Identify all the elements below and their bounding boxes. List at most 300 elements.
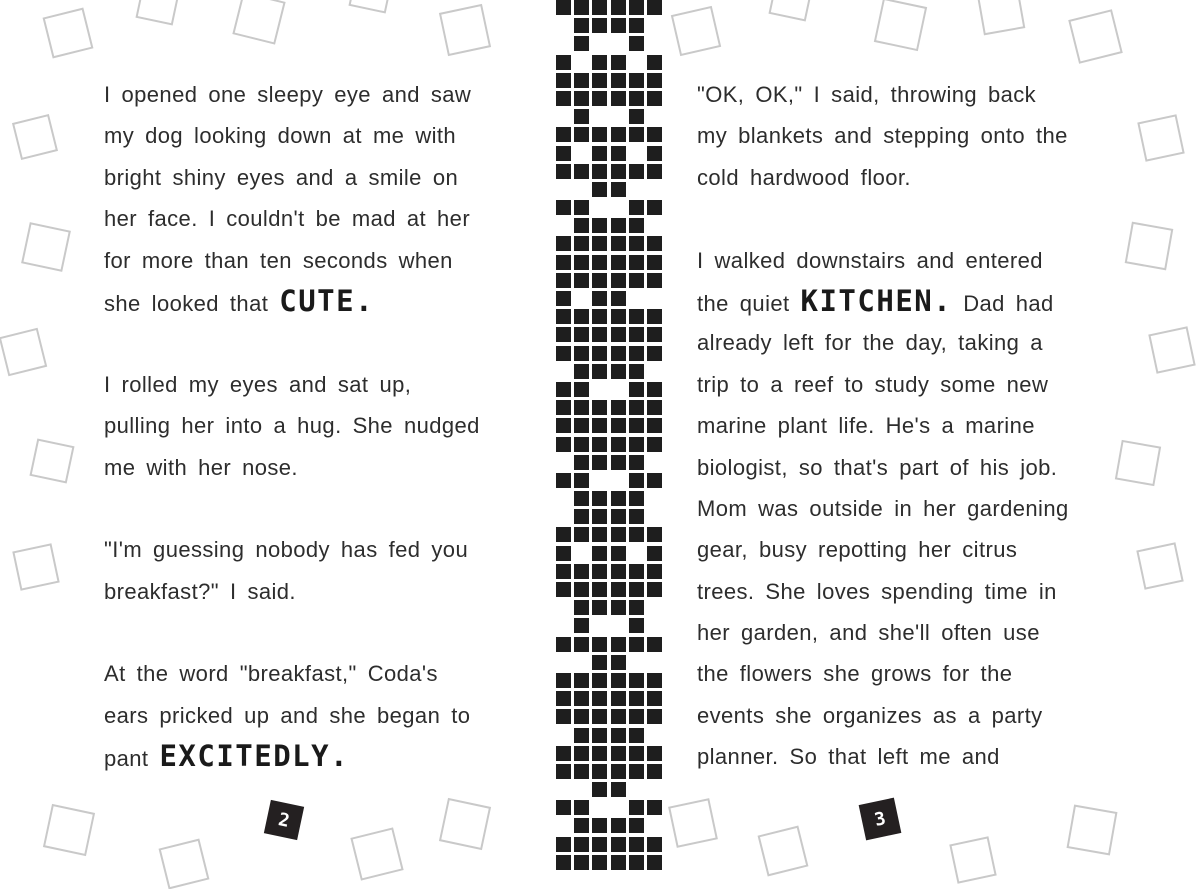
text-segment: me with her nose. [104,454,298,480]
decorative-square [977,0,1026,35]
pixel-block [574,691,589,706]
pixel-block [647,546,662,561]
pixel-block [592,364,607,379]
pixel-block [592,218,607,233]
strip-row [556,182,666,197]
pixel-block [556,255,571,270]
strip-row [556,491,666,506]
strip-row [556,0,666,15]
pixel-block [629,691,644,706]
pixel-block [629,73,644,88]
text-line [697,736,1127,777]
pixel-gap [556,509,571,524]
pixel-block [556,273,571,288]
pixel-block [592,437,607,452]
pixel-block [556,309,571,324]
text-segment: planner. So that left me and [697,744,1000,770]
pixel-gap [647,818,662,833]
pixel-block [647,55,662,70]
pixel-gap [556,655,571,670]
pixel-block [611,218,626,233]
pixel-gap [611,200,626,215]
pixel-block [629,109,644,124]
strip-row [556,255,666,270]
paragraph [104,74,524,322]
strip-row [556,673,666,688]
text-segment: Dad had [952,290,1054,316]
pixel-block [629,364,644,379]
pixel-gap [647,655,662,670]
pixel-block [647,127,662,142]
pixel-gap [611,800,626,815]
pixel-block [629,0,644,15]
text-line [104,736,524,777]
pixel-block [556,418,571,433]
pixel-block [629,800,644,815]
pixel-gap [556,782,571,797]
pixel-gap [592,36,607,51]
pixel-block [592,127,607,142]
text-line [104,74,524,115]
pixel-gap [556,36,571,51]
pixel-block [574,455,589,470]
pixel-block [556,236,571,251]
pixel-block [647,418,662,433]
pixel-block [592,782,607,797]
text-line [697,488,1127,529]
pixel-block [592,400,607,415]
pixel-block [629,582,644,597]
pixel-gap [556,364,571,379]
pixel-block [556,746,571,761]
pixel-block [556,546,571,561]
pixel-block [592,55,607,70]
pixel-block [629,255,644,270]
strip-row [556,346,666,361]
pixel-gap [592,200,607,215]
pixel-block [647,673,662,688]
pixel-gap [574,655,589,670]
pixel-block [574,400,589,415]
pixel-block [574,0,589,15]
strip-row [556,73,666,88]
pixel-block [629,473,644,488]
pixel-block [611,55,626,70]
text-line [697,695,1127,736]
strip-row [556,455,666,470]
text-segment: "I'm guessing nobody has fed you [104,537,469,563]
pixel-block [592,691,607,706]
pixel-block [592,0,607,15]
text-line [697,364,1127,405]
pixel-block [611,546,626,561]
pixel-word: KITCHEN. [800,283,953,318]
pixel-block [629,309,644,324]
pixel-block [556,0,571,15]
strip-row [556,364,666,379]
pixel-gap [574,146,589,161]
pixel-block [574,236,589,251]
pixel-block [629,837,644,852]
pixel-gap [556,491,571,506]
pixel-block [629,400,644,415]
text-line [104,653,524,694]
pixel-gap [611,618,626,633]
text-line [104,281,524,322]
text-line [697,322,1127,363]
text-line [104,695,524,736]
text-segment: her garden, and she'll often use [697,620,1040,646]
pixel-block [647,691,662,706]
text-segment: for more than ten seconds when [104,247,453,273]
text-segment: bright shiny eyes and a smile on [104,164,459,190]
pixel-block [574,764,589,779]
strip-row [556,91,666,106]
text-line [697,157,1127,198]
pixel-block [574,637,589,652]
pixel-block [574,73,589,88]
pixel-block [592,291,607,306]
pixel-block [556,127,571,142]
pixel-block [647,164,662,179]
pixel-block [629,637,644,652]
pixel-block [592,855,607,870]
paragraph [104,364,524,488]
pixel-gap [556,818,571,833]
pixel-block [629,164,644,179]
pixel-block [592,455,607,470]
decorative-square [43,804,95,856]
text-segment: biologist, so that's part of his job. [697,454,1058,480]
pixel-gap [556,182,571,197]
pixel-block [574,491,589,506]
pixel-block [611,91,626,106]
strip-row [556,437,666,452]
pixel-gap [592,109,607,124]
pixel-gap [611,36,626,51]
pixel-block [574,800,589,815]
pixel-block [629,218,644,233]
strip-row [556,164,666,179]
decorative-square [1136,542,1183,589]
pixel-gap [647,782,662,797]
pixel-block [574,509,589,524]
pixel-block [556,327,571,342]
pixel-gap [647,728,662,743]
text-segment: I opened one sleepy eye and saw [104,82,472,107]
pixel-block [574,527,589,542]
pixel-gap [629,55,644,70]
pixel-block [647,91,662,106]
text-segment: I rolled my eyes and sat up, [104,371,412,397]
decorative-square [159,839,210,889]
pixel-block [556,73,571,88]
pixel-gap [592,618,607,633]
pixel-block [629,418,644,433]
pixel-gap [629,182,644,197]
pixel-gap [556,600,571,615]
pixel-block [629,673,644,688]
pixel-block [592,273,607,288]
pixel-block [556,837,571,852]
decorative-square [0,328,47,376]
text-segment: marine plant life. He's a marine [697,413,1035,439]
pixel-block [629,764,644,779]
right-page [697,74,1127,778]
strip-row [556,691,666,706]
pixel-block [629,527,644,542]
pixel-block [574,437,589,452]
text-segment: my dog looking down at me with [104,123,457,149]
pixel-block [592,582,607,597]
pixel-block [647,346,662,361]
pixel-gap [629,655,644,670]
pixel-block [647,800,662,815]
pixel-block [592,327,607,342]
pixel-block [611,437,626,452]
text-segment: cold hardwood floor. [697,164,911,190]
pixel-block [556,637,571,652]
text-segment: pulling her into a hug. She nudged [104,413,480,439]
pixel-block [629,746,644,761]
pixel-block [611,182,626,197]
pixel-block [611,400,626,415]
decorative-square [1148,326,1195,373]
pixel-block [556,527,571,542]
pixel-block [611,127,626,142]
strip-row [556,400,666,415]
pixel-block [629,91,644,106]
pixel-block [629,600,644,615]
text-line [697,281,1127,322]
pixel-gap [647,218,662,233]
pixel-block [611,236,626,251]
text-line [104,571,524,612]
text-line [697,405,1127,446]
pixel-block [592,818,607,833]
pixel-block [556,291,571,306]
pixel-block [647,0,662,15]
text-line [697,612,1127,653]
strip-row [556,709,666,724]
decorative-square [1137,114,1184,161]
pixel-block [629,200,644,215]
pixel-block [611,509,626,524]
text-line [104,240,524,281]
strip-row [556,818,666,833]
pixel-block [574,164,589,179]
pixel-block [647,236,662,251]
pixel-gap [629,291,644,306]
strip-row [556,655,666,670]
pixel-block [611,255,626,270]
pixel-block [574,309,589,324]
pixel-block [574,273,589,288]
strip-row [556,527,666,542]
pixel-block [574,709,589,724]
pixel-block [611,273,626,288]
decorative-square [768,0,813,22]
pixel-gap [592,473,607,488]
pixel-block [574,564,589,579]
pixel-block [556,55,571,70]
pixel-block [647,382,662,397]
pixel-gap [647,491,662,506]
pixel-block [556,91,571,106]
pixel-gap [574,546,589,561]
strip-row [556,127,666,142]
pixel-gap [556,109,571,124]
text-line [697,115,1127,156]
pixel-block [647,582,662,597]
text-line [697,240,1127,281]
pixel-block [629,818,644,833]
pixel-block [592,564,607,579]
pixel-block [592,764,607,779]
pixel-block [611,764,626,779]
pixel-block [556,855,571,870]
text-line [104,364,524,405]
text-line [697,653,1127,694]
pixel-block [611,455,626,470]
strip-row [556,109,666,124]
pixel-block [574,473,589,488]
pixel-block [647,437,662,452]
pixel-gap [574,782,589,797]
pixel-gap [592,800,607,815]
pixel-block [611,746,626,761]
pixel-gap [647,182,662,197]
strip-row [556,764,666,779]
strip-row [556,418,666,433]
pixel-block [592,746,607,761]
decorative-square [12,114,58,160]
pixel-block [574,346,589,361]
text-segment: breakfast?" I said. [104,578,296,604]
pixel-block [611,346,626,361]
text-segment: Mom was outside in her gardening [697,495,1069,521]
pixel-block [592,73,607,88]
strip-row [556,273,666,288]
pixel-block [611,637,626,652]
strip-row [556,55,666,70]
pixel-divider-strip [556,0,666,872]
pixel-gap [574,55,589,70]
strip-row [556,800,666,815]
pixel-gap [574,291,589,306]
pixel-block [629,382,644,397]
pixel-gap [611,382,626,397]
pixel-block [611,491,626,506]
pixel-block [629,855,644,870]
decorative-square [29,438,74,483]
pixel-block [611,418,626,433]
text-line [697,529,1127,570]
pixel-block [647,473,662,488]
pixel-block [556,691,571,706]
pixel-block [592,18,607,33]
strip-row [556,236,666,251]
pixel-block [574,382,589,397]
strip-row [556,837,666,852]
page-number-badge-right [859,798,902,841]
strip-row [556,546,666,561]
pixel-block [592,527,607,542]
pixel-block [647,73,662,88]
pixel-block [611,309,626,324]
paragraph [697,240,1127,778]
pixel-block [629,346,644,361]
pixel-block [574,109,589,124]
pixel-block [592,600,607,615]
pixel-gap [556,728,571,743]
pixel-block [647,273,662,288]
pixel-gap [647,600,662,615]
strip-row [556,473,666,488]
pixel-block [647,837,662,852]
decorative-square [874,0,927,51]
pixel-block [574,855,589,870]
pixel-block [611,728,626,743]
pixel-block [611,18,626,33]
pixel-block [611,837,626,852]
pixel-block [647,746,662,761]
page-number-left: 2 [276,808,292,832]
pixel-block [556,382,571,397]
pixel-block [592,546,607,561]
pixel-block [556,709,571,724]
pixel-block [592,509,607,524]
pixel-block [647,200,662,215]
strip-row [556,600,666,615]
strip-row [556,18,666,33]
strip-row [556,582,666,597]
decorative-square [43,8,94,59]
pixel-block [592,418,607,433]
pixel-block [611,600,626,615]
text-line [104,157,524,198]
pixel-block [592,655,607,670]
pixel-block [574,600,589,615]
pixel-block [592,182,607,197]
decorative-square [668,798,718,848]
pixel-gap [647,455,662,470]
pixel-block [611,691,626,706]
strip-row [556,564,666,579]
text-line [697,571,1127,612]
pixel-block [556,146,571,161]
text-segment: the flowers she grows for the [697,661,1013,687]
pixel-block [629,491,644,506]
text-segment: I walked downstairs and entered [697,247,1043,273]
strip-row [556,200,666,215]
text-segment: gear, busy repotting her citrus [697,537,1018,563]
pixel-block [574,364,589,379]
pixel-block [556,564,571,579]
pixel-block [592,728,607,743]
pixel-block [574,255,589,270]
pixel-block [647,146,662,161]
pixel-block [629,728,644,743]
pixel-block [574,91,589,106]
strip-row [556,728,666,743]
text-segment: trip to a reef to study some new [697,371,1049,397]
decorative-square [758,826,809,877]
pixel-block [556,473,571,488]
strip-row [556,146,666,161]
pixel-block [574,18,589,33]
pixel-block [592,236,607,251]
